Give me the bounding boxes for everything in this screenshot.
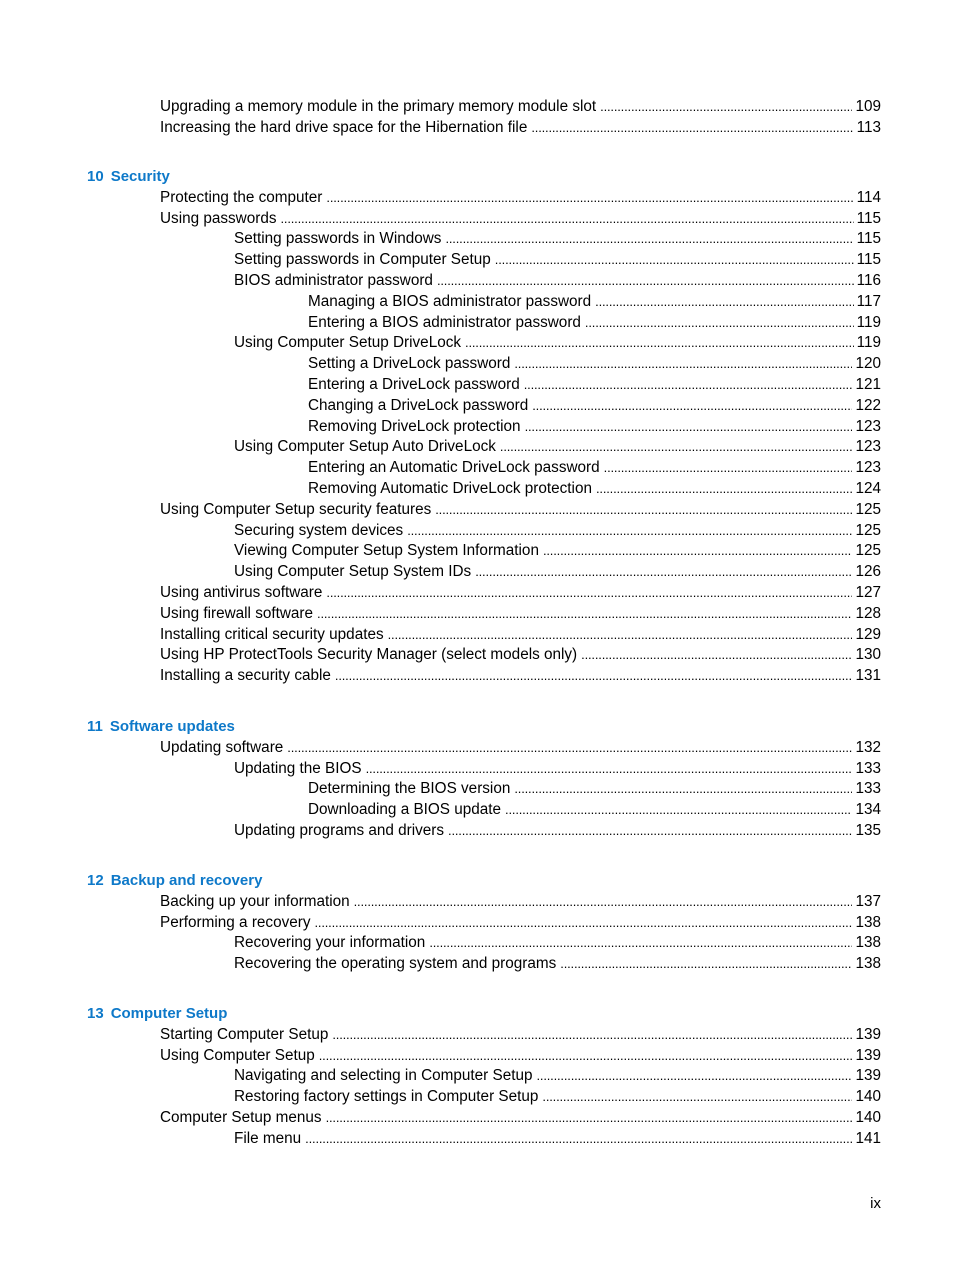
toc-entry-page: 117 [856, 292, 881, 310]
toc-entry[interactable] [160, 603, 881, 624]
section-number: 13 [87, 1005, 104, 1022]
dot-leader [354, 891, 853, 912]
toc-entry[interactable] [234, 436, 881, 457]
section-heading[interactable] [87, 870, 262, 891]
toc-entry[interactable] [308, 478, 881, 499]
dot-leader [437, 270, 854, 291]
toc-entry[interactable] [308, 457, 881, 478]
toc-entry-page: 115 [856, 230, 881, 248]
section-title: Software updates [109, 718, 235, 735]
toc-entry[interactable] [160, 665, 881, 686]
toc-entry-page: 133 [855, 759, 881, 777]
dot-leader [448, 820, 852, 841]
dot-leader [543, 540, 853, 561]
toc-entry[interactable] [234, 1128, 881, 1149]
dot-leader [475, 561, 852, 582]
toc-entry-title: BIOS administrator password [234, 272, 433, 289]
dot-leader [596, 478, 852, 499]
toc-entry-page: 114 [856, 188, 881, 206]
dot-leader [435, 499, 852, 520]
toc-entry-title: Recovering the operating system and programs [234, 955, 557, 973]
dot-leader [326, 187, 853, 208]
toc-entry-title: Downloading a BIOS update [308, 801, 502, 819]
dot-leader [514, 778, 852, 799]
dot-leader [317, 603, 852, 624]
toc-entry[interactable] [234, 758, 881, 779]
toc-entry-page: 123 [855, 417, 881, 435]
dot-leader [305, 1128, 852, 1149]
toc-entry-page: 125 [855, 521, 881, 539]
dot-leader [532, 395, 852, 416]
toc-entry[interactable] [308, 353, 881, 374]
section-title: Computer Setup [110, 1005, 228, 1022]
dot-leader [465, 332, 854, 353]
toc-entry[interactable] [160, 208, 881, 229]
toc-entry-page: 133 [855, 780, 881, 798]
toc-entry-page: 125 [855, 500, 881, 518]
toc-entry-title: Using HP ProtectTools Security Manager (select models only) [160, 646, 578, 664]
dot-leader [326, 1107, 853, 1128]
toc-entry-page: 135 [855, 822, 881, 839]
dot-leader [335, 665, 853, 686]
toc-entry-page: 116 [856, 272, 881, 289]
dot-leader [514, 353, 852, 374]
toc-entry-title: Setting passwords in Windows [234, 230, 442, 248]
toc-entry-title: Removing DriveLock protection [308, 417, 521, 435]
toc-entry-page: 131 [855, 667, 881, 685]
toc-entry-page: 115 [856, 209, 881, 227]
toc-entry-title: Managing a BIOS administrator password [308, 292, 592, 310]
toc-entry-title: File menu [234, 1129, 302, 1147]
dot-leader [585, 312, 854, 333]
toc-entry-page: 134 [855, 801, 881, 819]
toc-entry[interactable] [234, 561, 881, 582]
toc-entry-title: Setting a DriveLock password [308, 355, 511, 373]
dot-leader [280, 208, 853, 229]
dot-leader [332, 1024, 852, 1045]
toc-entry-title: Removing Automatic DriveLock protection [308, 480, 592, 497]
dot-leader [560, 953, 852, 974]
toc-entry[interactable] [308, 312, 881, 333]
toc-entry-title: Installing a security cable [160, 667, 331, 685]
toc-entry-page: 119 [856, 313, 881, 331]
section-heading[interactable] [87, 166, 170, 187]
toc-entry-page: 138 [855, 955, 881, 973]
toc-entry-page: 115 [856, 251, 881, 269]
toc-entry-title: Entering a BIOS administrator password [308, 313, 581, 331]
toc-entry-page: 138 [855, 913, 881, 931]
dot-leader [531, 117, 853, 138]
toc-entry[interactable] [234, 249, 881, 270]
toc-entry[interactable] [160, 1024, 881, 1045]
toc-entry[interactable] [234, 1065, 881, 1086]
toc-entry-title: Updating the BIOS [234, 759, 362, 777]
toc-entry-page: 138 [855, 934, 881, 952]
dot-leader [326, 582, 852, 603]
toc-entry-title: Entering an Automatic DriveLock password [308, 459, 600, 477]
toc-entry-title: Using Computer Setup security features [160, 500, 432, 518]
toc-entry-page: 130 [855, 646, 881, 664]
dot-leader [287, 737, 852, 758]
dot-leader [388, 624, 853, 645]
toc-entry[interactable] [234, 332, 881, 353]
toc-entry[interactable] [160, 912, 881, 933]
toc-entry-page: 128 [855, 604, 881, 622]
toc-entry[interactable] [234, 520, 881, 541]
toc-entry[interactable] [160, 582, 881, 603]
toc-entry-title: Determining the BIOS version [308, 780, 511, 798]
toc-entry[interactable] [308, 778, 881, 799]
section-number: 10 [87, 168, 104, 185]
dot-leader [429, 932, 852, 953]
dot-leader [319, 1045, 853, 1066]
dot-leader [524, 374, 853, 395]
toc-entry[interactable] [234, 1086, 881, 1107]
toc-entry-title: Recovering your information [234, 934, 426, 952]
toc-entry-page: 125 [855, 542, 881, 560]
toc-entry-page: 139 [855, 1067, 881, 1085]
toc-entry-title: Restoring factory settings in Computer Setup [234, 1088, 539, 1106]
toc-entry-title: Entering a DriveLock password [308, 376, 520, 393]
section-heading[interactable] [87, 1003, 227, 1024]
toc-entry[interactable] [160, 96, 881, 117]
toc-entry-title: Starting Computer Setup [160, 1025, 329, 1043]
dot-leader [525, 416, 853, 437]
toc-entry[interactable] [160, 891, 881, 912]
toc-entry-page: 123 [855, 438, 881, 456]
toc-entry-title: Increasing the hard drive space for the Hibernation file [160, 118, 528, 136]
toc-entry-title: Using antivirus software [160, 584, 323, 601]
toc-entry[interactable] [234, 270, 881, 291]
toc-entry[interactable] [160, 187, 881, 208]
dot-leader [505, 799, 852, 820]
toc-entry-title: Using Computer Setup Auto DriveLock [234, 438, 496, 456]
toc-entry-page: 141 [855, 1129, 881, 1147]
toc-entry[interactable] [308, 374, 881, 395]
toc-entry-page: 122 [855, 396, 881, 414]
toc-entry-title: Upgrading a memory module in the primary memory module slot [160, 98, 597, 115]
toc-entry-title: Updating software [160, 738, 284, 756]
toc-entry-page: 119 [856, 334, 881, 352]
toc-entry[interactable] [234, 540, 881, 561]
toc-entry[interactable] [160, 737, 881, 758]
page-number-folio: ix [870, 1195, 881, 1212]
toc-entry-title: Using firewall software [160, 604, 314, 622]
toc-entry-title: Using Computer Setup DriveLock [234, 334, 462, 352]
section-number: 12 [87, 872, 104, 889]
toc-entry-title: Viewing Computer Setup System Information [234, 542, 539, 560]
toc-entry[interactable] [160, 499, 881, 520]
toc-entry[interactable] [234, 228, 881, 249]
dot-leader [600, 96, 852, 117]
dot-leader [595, 291, 853, 312]
toc-entry-page: 124 [855, 480, 881, 497]
dot-leader [366, 758, 853, 779]
toc-entry[interactable] [234, 932, 881, 953]
dot-leader [495, 249, 854, 270]
toc-entry-page: 127 [855, 584, 881, 601]
toc-entry[interactable] [234, 953, 881, 974]
toc-entry[interactable] [308, 395, 881, 416]
toc-entry-page: 113 [856, 118, 881, 136]
toc-entry[interactable] [160, 644, 881, 665]
toc-entry[interactable] [160, 1107, 881, 1128]
dot-leader [536, 1065, 852, 1086]
toc-entry-title: Updating programs and drivers [234, 822, 445, 839]
toc-entry-page: 120 [855, 355, 881, 373]
toc-entry[interactable] [160, 624, 881, 645]
toc-entry-title: Navigating and selecting in Computer Setup [234, 1067, 533, 1085]
toc-entry[interactable] [160, 1045, 881, 1066]
toc-entry-page: 129 [855, 625, 881, 643]
dot-leader [407, 520, 852, 541]
toc-entry-title: Protecting the computer [160, 188, 323, 206]
toc-entry-title: Computer Setup menus [160, 1109, 322, 1126]
toc-entry[interactable] [234, 820, 881, 841]
toc-entry[interactable] [308, 291, 881, 312]
dot-leader [445, 228, 853, 249]
toc-entry-page: 137 [855, 892, 881, 910]
toc-entry-title: Changing a DriveLock password [308, 396, 529, 414]
toc-entry-title: Using Computer Setup System IDs [234, 563, 472, 581]
section-title: Security [110, 168, 170, 185]
toc-entry-page: 139 [855, 1025, 881, 1043]
section-heading[interactable] [87, 716, 235, 737]
toc-entry-title: Using Computer Setup [160, 1046, 315, 1064]
toc-entry-page: 140 [855, 1088, 881, 1106]
toc-entry-title: Performing a recovery [160, 913, 311, 931]
toc-entry-page: 109 [855, 98, 881, 115]
toc-entry-title: Securing system devices [234, 521, 404, 539]
toc-entry-page: 132 [855, 738, 881, 756]
toc-entry-page: 121 [855, 376, 881, 393]
toc-entry-title: Using passwords [160, 209, 277, 227]
toc-entry-title: Setting passwords in Computer Setup [234, 251, 491, 269]
toc-entry-page: 139 [855, 1046, 881, 1064]
toc-entry[interactable] [160, 117, 881, 138]
dot-leader [314, 912, 852, 933]
toc-entry-title: Backing up your information [160, 892, 350, 910]
toc-entry-page: 140 [855, 1109, 881, 1126]
dot-leader [604, 457, 853, 478]
section-number: 11 [87, 718, 103, 735]
toc-entry-page: 123 [855, 459, 881, 477]
toc-entry-title: Installing critical security updates [160, 625, 384, 643]
toc-entry-page: 126 [855, 563, 881, 581]
section-title: Backup and recovery [110, 872, 263, 889]
dot-leader [500, 436, 853, 457]
toc-entry[interactable] [308, 799, 881, 820]
toc-entry[interactable] [308, 416, 881, 437]
dot-leader [581, 644, 852, 665]
dot-leader [542, 1086, 852, 1107]
